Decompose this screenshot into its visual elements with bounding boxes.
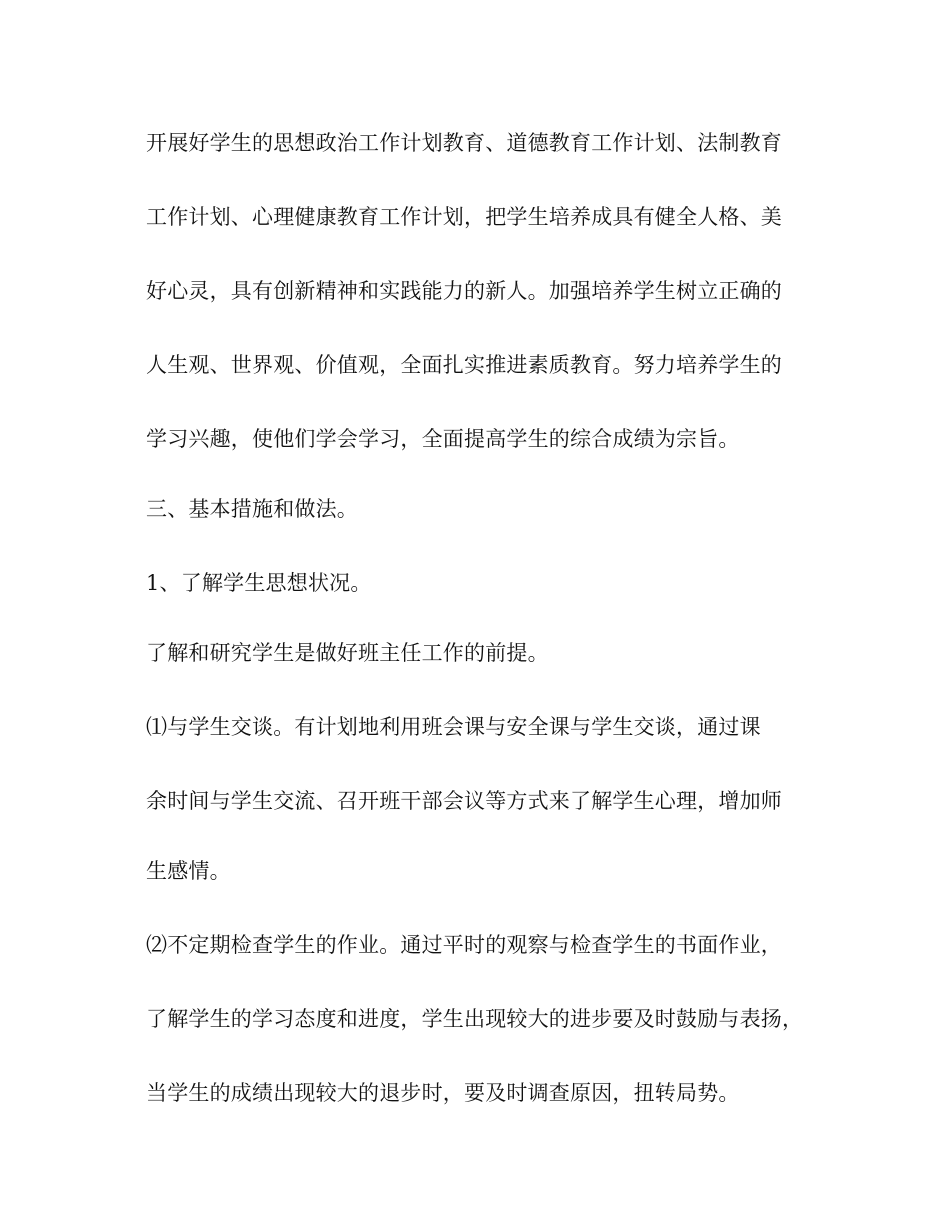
body-text-line: 余时间与学生交流、召开班干部会议等方式来了解学生心理，增加师 xyxy=(146,789,782,813)
body-text-line: 工作计划、心理健康教育工作计划，把学生培养成具有健全人格、美 xyxy=(146,205,782,229)
body-text-line: 生感情。 xyxy=(146,859,231,883)
body-text-line: ⑴与学生交谈。有计划地利用班会课与安全课与学生交谈，通过课 xyxy=(146,715,761,739)
body-text-line: 了解学生的学习态度和进度，学生出现较大的进步要及时鼓励与表扬， xyxy=(146,1007,804,1031)
body-text-line: 开展好学生的思想政治工作计划教育、道德教育工作计划、法制教育 xyxy=(146,131,782,155)
body-text-line: 当学生的成绩出现较大的退步时，要及时调查原因，扭转局势。 xyxy=(146,1081,740,1105)
body-text-line: 好心灵，具有创新精神和实践能力的新人。加强培养学生树立正确的 xyxy=(146,279,782,303)
body-text-line: 学习兴趣，使他们学会学习，全面提高学生的综合成绩为宗旨。 xyxy=(146,427,740,451)
section-heading: 三、基本措施和做法。 xyxy=(146,497,358,521)
body-text-line: 了解和研究学生是做好班主任工作的前提。 xyxy=(146,641,549,665)
body-text-line: 人生观、世界观、价值观，全面扎实推进素质教育。努力培养学生的 xyxy=(146,353,782,377)
subsection-heading: 1、了解学生思想状况。 xyxy=(146,571,372,595)
body-text-line: ⑵不定期检查学生的作业。通过平时的观察与检查学生的书面作业， xyxy=(146,933,782,957)
